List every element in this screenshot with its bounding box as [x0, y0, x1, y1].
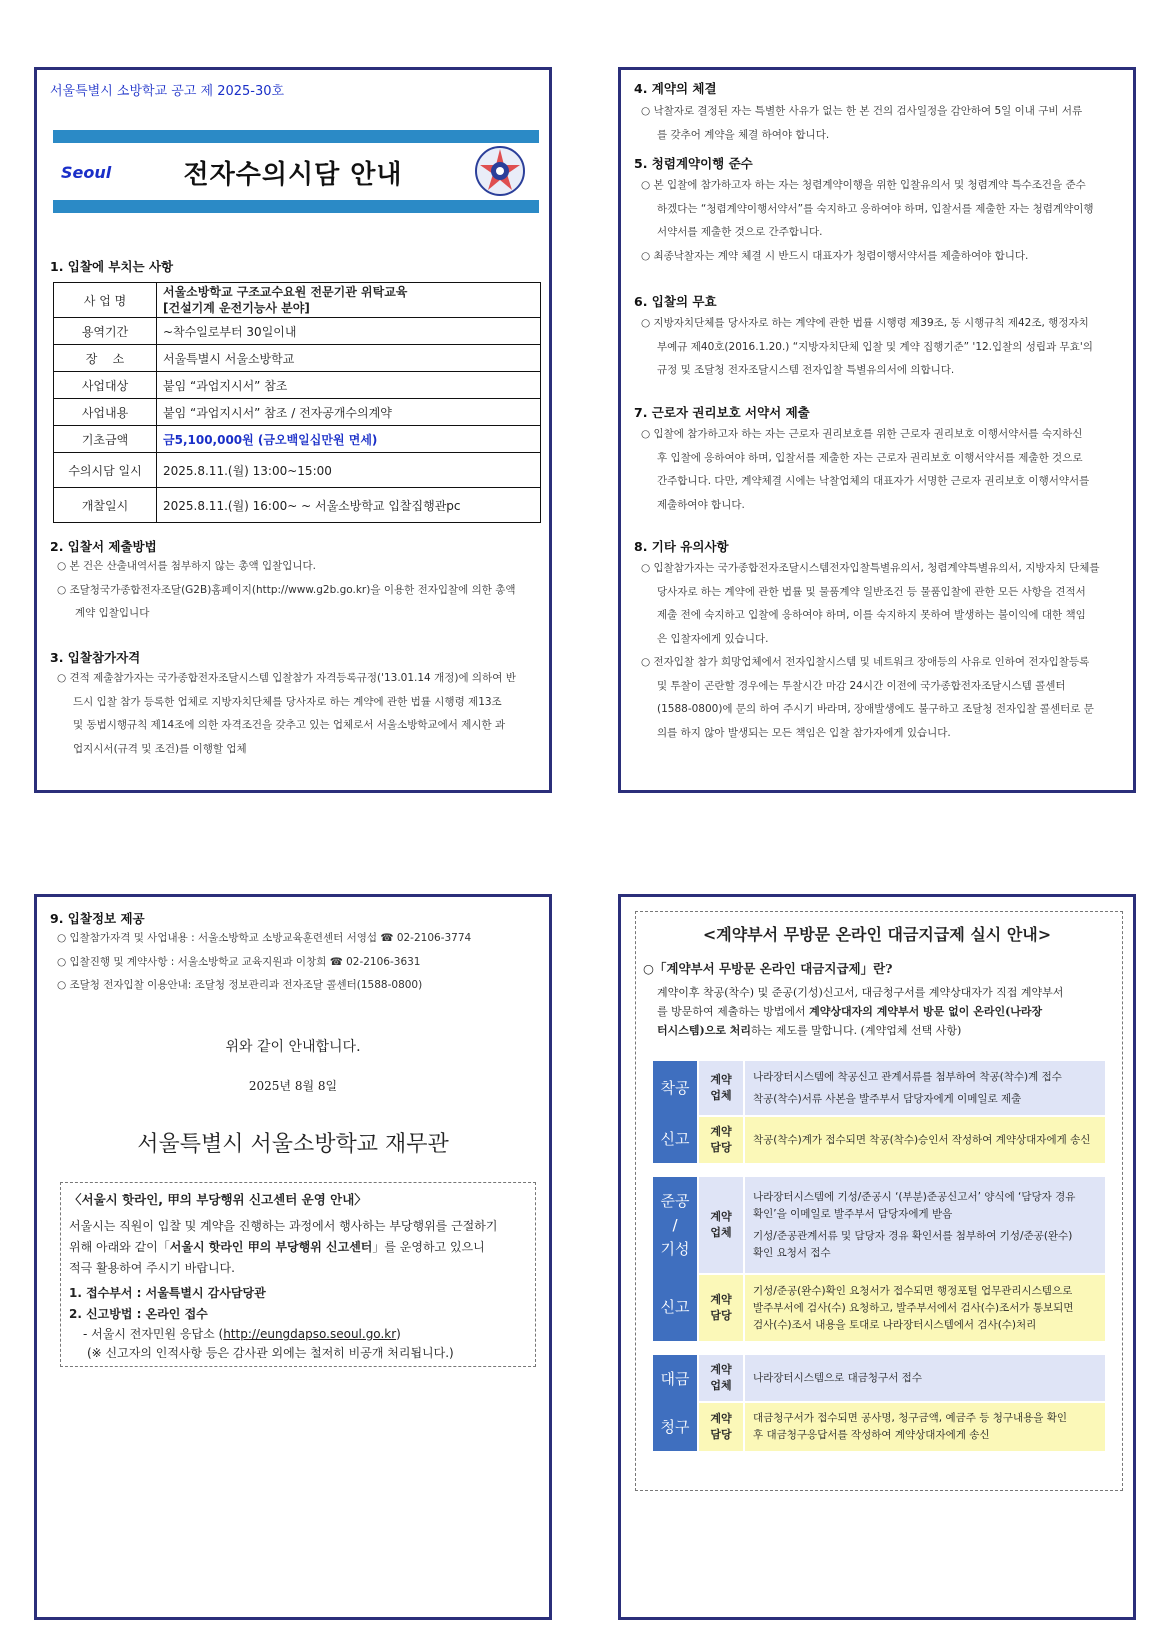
banner-top-bar: [53, 130, 539, 143]
group-commence-label-1: 착공: [653, 1061, 697, 1115]
table-row: 기초금액 금5,100,000원 (금오백일십만원 면세): [54, 426, 541, 453]
fire-school-emblem-icon: [474, 145, 526, 197]
group-completion-label-1: 준공 / 기성: [653, 1177, 697, 1273]
role-label: 계약 업체: [699, 1177, 743, 1273]
page-4: [618, 894, 1136, 1620]
role-content: 나라장터시스템에 착공신고 관계서류를 첨부하여 착공(착수)계 접수 착공(착수)서류 사본을 발주부서 담당자에게 이메일로 제출: [745, 1061, 1105, 1115]
seoul-logo: Seoul: [61, 163, 112, 182]
section-6-heading: 6. 입찰의 무효: [634, 294, 717, 309]
banner-bottom-bar: [53, 200, 539, 213]
role-content: 대금청구서가 접수되면 공사명, 청구금액, 예금주 등 청구내용을 확인 후 대금청구응답서를 작성하여 계약상대자에게 송신: [745, 1403, 1105, 1451]
closing-text: 위와 같이 안내합니다.: [225, 1039, 361, 1055]
section-8-heading: 8. 기타 유의사항: [634, 539, 729, 554]
role-label: 계약 업체: [699, 1355, 743, 1401]
section-2-body: ○ 본 건은 산출내역서를 첨부하지 않는 총액 입찰입니다. ○ 조달청국가종합전자조달(G2B)홈페이지(http://www.g2b.go.kr)을 이용한 전자입찰에 의한 총액 계약 입찰입니다: [57, 560, 516, 619]
table-row: 사업대상 붙임 “과업지시서” 참조: [54, 372, 541, 399]
section-9-heading: 9. 입찰정보 제공: [50, 911, 145, 926]
notice-date: 2025년 8월 8일: [248, 1079, 338, 1093]
hotline-title: 〈서울시 핫라인, 甲의 부당행위 신고센터 운영 안내〉: [69, 1192, 367, 1207]
section-4-heading: 4. 계약의 체결: [634, 81, 717, 96]
table-row: 장 소 서울특별시 서울소방학교: [54, 345, 541, 372]
section-5-body: ○ 본 입찰에 참가하고자 하는 자는 청렴계약이행을 위한 입찰유의서 및 청렴계약 특수조건을 준수 하겠다는 “청렴계약이행서약서”를 숙지하고 응하여야 하며, 입찰서를 제출한 자는 청렴계약이행 서약서를 제출한 것으로 간주합니다. ○ 최종낙찰자는 계약 체결 시 반드시 대표자가 청렴이행서약서를 제출하여야 합니다.: [641, 179, 1094, 262]
role-content: 기성/준공(완수)확인 요청서가 접수되면 행정포털 업무관리시스템으로 발주부서에 검사(수) 요청하고, 발주부서에서 검사(수)조서가 통보되면 검사(수)조서 내용을 토대로 나라장터시스템에서 검사(수)처리: [745, 1275, 1105, 1341]
role-label: 계약 담당: [699, 1117, 743, 1163]
table-row: 개찰일시 2025.8.11.(월) 16:00~ ~ 서울소방학교 입찰집행관pc: [54, 488, 541, 523]
section-7-heading: 7. 근로자 권리보호 서약서 제출: [634, 405, 810, 420]
section-4-body: ○ 낙찰자로 결정된 자는 특별한 사유가 없는 한 본 건의 검사일정을 감안하여 5일 이내 구비 서류 를 갖추어 계약을 체결 하여야 합니다.: [641, 105, 1083, 141]
role-content: 착공(착수)계가 접수되면 착공(착수)승인서 작성하여 계약상대자에게 송신: [745, 1117, 1105, 1163]
bid-info-table: [53, 282, 541, 523]
table-row: 수의시담 일시 2025.8.11.(월) 13:00~15:00: [54, 453, 541, 488]
section-1-heading: 1. 입찰에 부치는 사항: [50, 259, 174, 274]
role-content: 나라장터시스템에 기성/준공시 ‘(부분)준공신고서’ 양식에 ‘담당자 경유 확인’을 이메일로 발주부서 담당자에게 받음 기성/준공관계서류 및 담당자 경유 확인서를 첨부하여 기성/준공(완수) 확인 요청서 접수: [745, 1177, 1105, 1273]
section-7-body: ○ 입찰에 참가하고자 하는 자는 근로자 권리보호를 위한 근로자 권리보호 이행서약서를 숙지하신 후 입찰에 응하여야 하며, 입찰서를 제출한 자는 근로자 권리보호 이행서약서를 제출한 것으로 간주합니다. 다만, 계약체결 시에는 낙찰업체의 대표자가 서명한 근로자 권리보호 이행서약서를 제출하여야 합니다.: [641, 428, 1090, 511]
table-row: 용역기간 ~착수일로부터 30일이내: [54, 318, 541, 345]
page-2: [618, 67, 1136, 793]
group-completion-label-2: 신고: [653, 1273, 697, 1341]
payment-title: <계약부서 무방문 온라인 대금지급제 실시 안내>: [702, 925, 1052, 944]
page-1: [34, 67, 552, 793]
page-3: [34, 894, 552, 1620]
group-commence-label-2: 신고: [653, 1115, 697, 1163]
section-8-body: ○ 입찰참가자는 국가종합전자조달시스템전자입찰특별유의서, 청렴계약특별유의서, 지방자치 단체를 당사자로 하는 계약에 관한 법률 및 물품계약 일반조건 등 물품입찰에 관한 모든 사항을 견적서 제출 전에 숙지하고 입찰에 응하여야 하며, 이를 숙지하지 못하여 발생하는 불이익에 대한 책임 은 입찰자에게 있습니다. ○ 전자입찰 참가 희망업체에서 전자입찰시스템 및 네트워크 장애등의 사유로 인하여 전자입찰등록 및 투찰이 곤란할 경우에는 투찰시간 마감 24시간 이전에 국가종합전자조달시스템 콜센터 (1588-0800)에 문의 하여 주시기 바라며, 장애발생에도 불구하고 조달청 전자입찰 콜센터로 문 의를 하지 않아 발생되는 모든 책임은 입찰 참가자에게 있습니다.: [641, 562, 1100, 739]
role-label: 계약 담당: [699, 1403, 743, 1451]
eungdapso-link[interactable]: http://eungdapso.seoul.go.kr: [223, 1327, 397, 1341]
table-row: 사업내용 붙임 “과업지시서” 참조 / 전자공개수의계약: [54, 399, 541, 426]
role-label: 계약 업체: [699, 1061, 743, 1115]
hotline-box: 〈서울시 핫라인, 甲의 부당행위 신고센터 운영 안내〉 서울시는 직원이 입찰 및 계약을 진행하는 과정에서 행사하는 부당행위를 근절하기 위해 아래와 같이「서울시 핫라인 甲의 부당행위 신고센터」를 운영하고 있으니 적극 활용하여 주시기 바랍니다. 1. 접수부서 : 서울특별시 감사담당관 2. 신고방법 : 온라인 접수 - 서울시 전자민원 응답소 (http://eungdapso.seoul.go.kr) (※ 신고자의 인적사항 등은 감사관 외에는 철저히 비공개 처리됩니다.): [60, 1182, 536, 1367]
table-row: 사 업 명 서울소방학교 구조교수요원 전문기관 위탁교육 [건설기계 운전기능사 분야]: [54, 283, 541, 318]
group-payment-label-1: 대금: [653, 1355, 697, 1403]
section-2-heading: 2. 입찰서 제출방법: [50, 539, 157, 554]
section-5-heading: 5. 청렴계약이행 준수: [634, 156, 753, 171]
payment-description: 계약이후 착공(착수) 및 준공(기성)신고서, 대금청구서를 계약상대자가 직접 계약부서 를 방문하여 제출하는 방법에서 계약상대자의 계약부서 방문 없이 온라인(나라장 터시스템)으로 처리하는 제도를 말합니다. (계약업체 선택 사항): [657, 986, 1064, 1037]
document-title: 전자수의시담 안내: [183, 160, 403, 190]
role-content: 나라장터시스템으로 대금청구서 접수: [745, 1355, 1105, 1401]
section-9-body: ○ 입찰참가자격 및 사업내용 : 서울소방학교 소방교육훈련센터 서영섭 ☎ 02-2106-3774 ○ 입찰진행 및 계약사항 : 서울소방학교 교육지원과 이창희 ☎ 02-2106-3631 ○ 조달청 전자입찰 이용안내: 조달청 정보관리과 전자조달 콜센터(1588-0800): [57, 932, 472, 991]
signer: 서울특별시 서울소방학교 재무관: [137, 1132, 449, 1157]
group-payment-label-2: 청구: [653, 1403, 697, 1451]
section-3-body: ○ 견적 제출참가자는 국가종합전자조달시스템 입찰참가 자격등록규정('13.01.14 개정)에 의하여 반 드시 입찰 참가 등록한 업체로 지방자치단체를 당사자로 하는 계약에 관한 법률 시행령 제13조 및 동법시행규칙 제14조에 의한 자격조건을 갖추고 있는 업체로서 서울소방학교에서 제시한 과 업지시서(규격 및 조건)를 이행할 업체: [57, 672, 516, 755]
section-3-heading: 3. 입찰참가자격: [50, 650, 141, 665]
notice-number: 서울특별시 소방학교 공고 제 2025-30호: [50, 84, 285, 99]
role-label: 계약 담당: [699, 1275, 743, 1341]
section-6-body: ○ 지방자치단체를 당사자로 하는 계약에 관한 법률 시행령 제39조, 동 시행규칙 제42조, 행정자치 부예규 제40호(2016.1.20.) “지방자치단체 입찰 및 계약 집행기준” '12.입찰의 성립과 무효'의 규정 및 조달청 전자조달시스템 전자입찰 특별유의서에 의합니다.: [641, 317, 1093, 376]
payment-question: ○「계약부서 무방문 온라인 대금지급제」란?: [643, 961, 893, 976]
